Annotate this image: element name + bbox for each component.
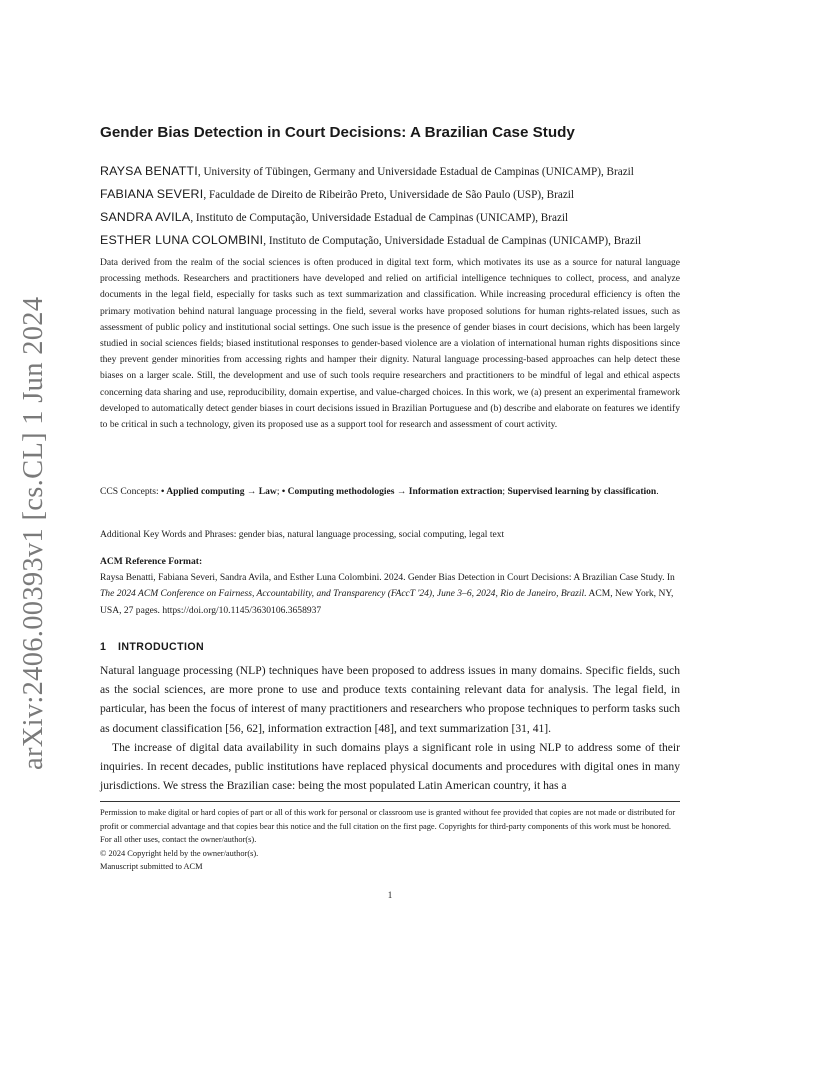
section-heading xyxy=(100,641,204,653)
acm-reference-heading: ACM Reference Format: xyxy=(100,556,203,567)
copyright-notice: © 2024 Copyright held by the owner/author(s). xyxy=(100,848,259,858)
body-paragraph: The increase of digital data availability in such domains plays a significant role in using NLP to address some of their inquiries. In recent decades, public institutions have replaced physical documents and procedures with digital ones in many jurisdictions. We stress the Brazilian case: being the most populated Latin American country, it has a xyxy=(100,740,680,793)
ccs-label: CCS Concepts: xyxy=(100,486,162,497)
acm-reference-authors: Raysa Benatti, Fabiana Severi, Sandra Avila, and Esther Luna Colombini. 2024. Gender Bias Detection in Court Decisions: A Brazilian Case Study. In xyxy=(100,572,675,583)
abstract: Data derived from the realm of the social sciences is often produced in digital text form, which motivates its use as a source for natural language processing methods. Researchers and practitioners have developed and relied on artificial intelligence techniques to collect, process, and analyze documents in the legal field, especially for tasks such as text summarization and classification. While increasing procedural efficiency is often the primary motivation behind natural language processing in the field, several works have proposed solutions for human rights-related issues, such as assessment of public policy and institutional social settings. One such issue is the presence of gender biases in court decisions, which has been largely studied in social sciences fields; biased institutional responses to gender-based violence are a violation of international human rights dispositions since they prevent gender minorities from accessing rights and hamper their dignity. Natural language processing-based approaches can help detect these biases on a larger scale. Still, the development and use of such tools require researchers and practitioners to be mindful of legal and ethical aspects concerning data sharing and use, reproducibility, domain expertise, and value-charged choices. In this work, we (a) present an experimental framework developed to automatically detect gender biases in court decisions issued in Brazilian Portuguese and (b) describe and elaborate on features we identify to be critical in such a technology, given its proposed use as a support tool for research and assessment of court activity. xyxy=(100,257,680,431)
acm-reference xyxy=(100,570,680,619)
author-list xyxy=(100,160,740,252)
author-entry xyxy=(100,183,740,206)
author-name: RAYSA BENATTI xyxy=(100,164,198,178)
author-name: FABIANA SEVERI xyxy=(100,187,204,201)
ccs-concept: • Computing methodologies → Information extraction xyxy=(281,486,503,497)
ccs-separator: ; xyxy=(276,486,282,497)
author-affiliation: , Instituto de Computação, Universidade Estadual de Campinas (UNICAMP), Brazil xyxy=(190,212,569,224)
author-affiliation: , University of Tübingen, Germany and Universidade Estadual de Campinas (UNICAMP), Brazil xyxy=(197,166,634,178)
author-entry xyxy=(100,229,740,252)
ccs-concept: Supervised learning by classification xyxy=(507,486,657,497)
ccs-concepts xyxy=(100,484,680,500)
acm-reference-venue: The 2024 ACM Conference on Fairness, Accountability, and Transparency (FAccT '24), June 3–6, 2024, Rio de Janeiro, Brazil. xyxy=(100,588,587,600)
ccs-separator: ; xyxy=(502,486,508,497)
manuscript-notice: Manuscript submitted to ACM xyxy=(100,862,203,872)
ccs-concept: • Applied computing → Law xyxy=(161,486,277,497)
author-name: SANDRA AVILA xyxy=(100,210,191,224)
author-entry xyxy=(100,206,740,229)
page-number: 1 xyxy=(387,890,393,900)
introduction-body xyxy=(100,661,680,795)
footnote xyxy=(100,806,680,874)
author-name: ESTHER LUNA COLOMBINI xyxy=(100,233,264,247)
section-number: 1 xyxy=(100,641,107,653)
author-entry xyxy=(100,160,740,183)
paper-title: Gender Bias Detection in Court Decisions: A Brazilian Case Study xyxy=(100,124,575,141)
section-title: INTRODUCTION xyxy=(118,641,205,653)
acm-reference-publisher: ACM, New York, NY, USA, 27 pages. https://doi.org/10.1145/3630106.3658937 xyxy=(100,588,674,616)
ccs-end: . xyxy=(656,486,659,497)
author-affiliation: , Faculdade de Direito de Ribeirão Preto, Universidade de São Paulo (USP), Brazil xyxy=(203,189,574,201)
keywords: Additional Key Words and Phrases: gender bias, natural language processing, social computing, legal text xyxy=(100,529,505,540)
author-affiliation: , Instituto de Computação, Universidade Estadual de Campinas (UNICAMP), Brazil xyxy=(263,235,642,247)
arxiv-identifier: arXiv:2406.00393v1 [cs.CL] 1 Jun 2024 xyxy=(18,296,49,770)
permission-notice: Permission to make digital or hard copies of part or all of this work for personal or classroom use is granted without fee provided that copies are not made or distributed for profit or commercial advantage and that copies bear this notice and the full citation on the first page. Copyrights for third-party components of this work must be honored. For all other uses, contact the owner/author(s). xyxy=(100,808,676,845)
body-paragraph: Natural language processing (NLP) techniques have been proposed to address issues in many domains. Specific fields, such as the social sciences, are more prone to use and produce texts containing relevant data for analysis. The legal field, in particular, has been the focus of interest of many practitioners and researchers who propose techniques to perform tasks such as document classification [56, 62], information extraction [48], and text summarization [31, 41]. xyxy=(100,664,680,735)
footnote-divider xyxy=(100,801,680,802)
